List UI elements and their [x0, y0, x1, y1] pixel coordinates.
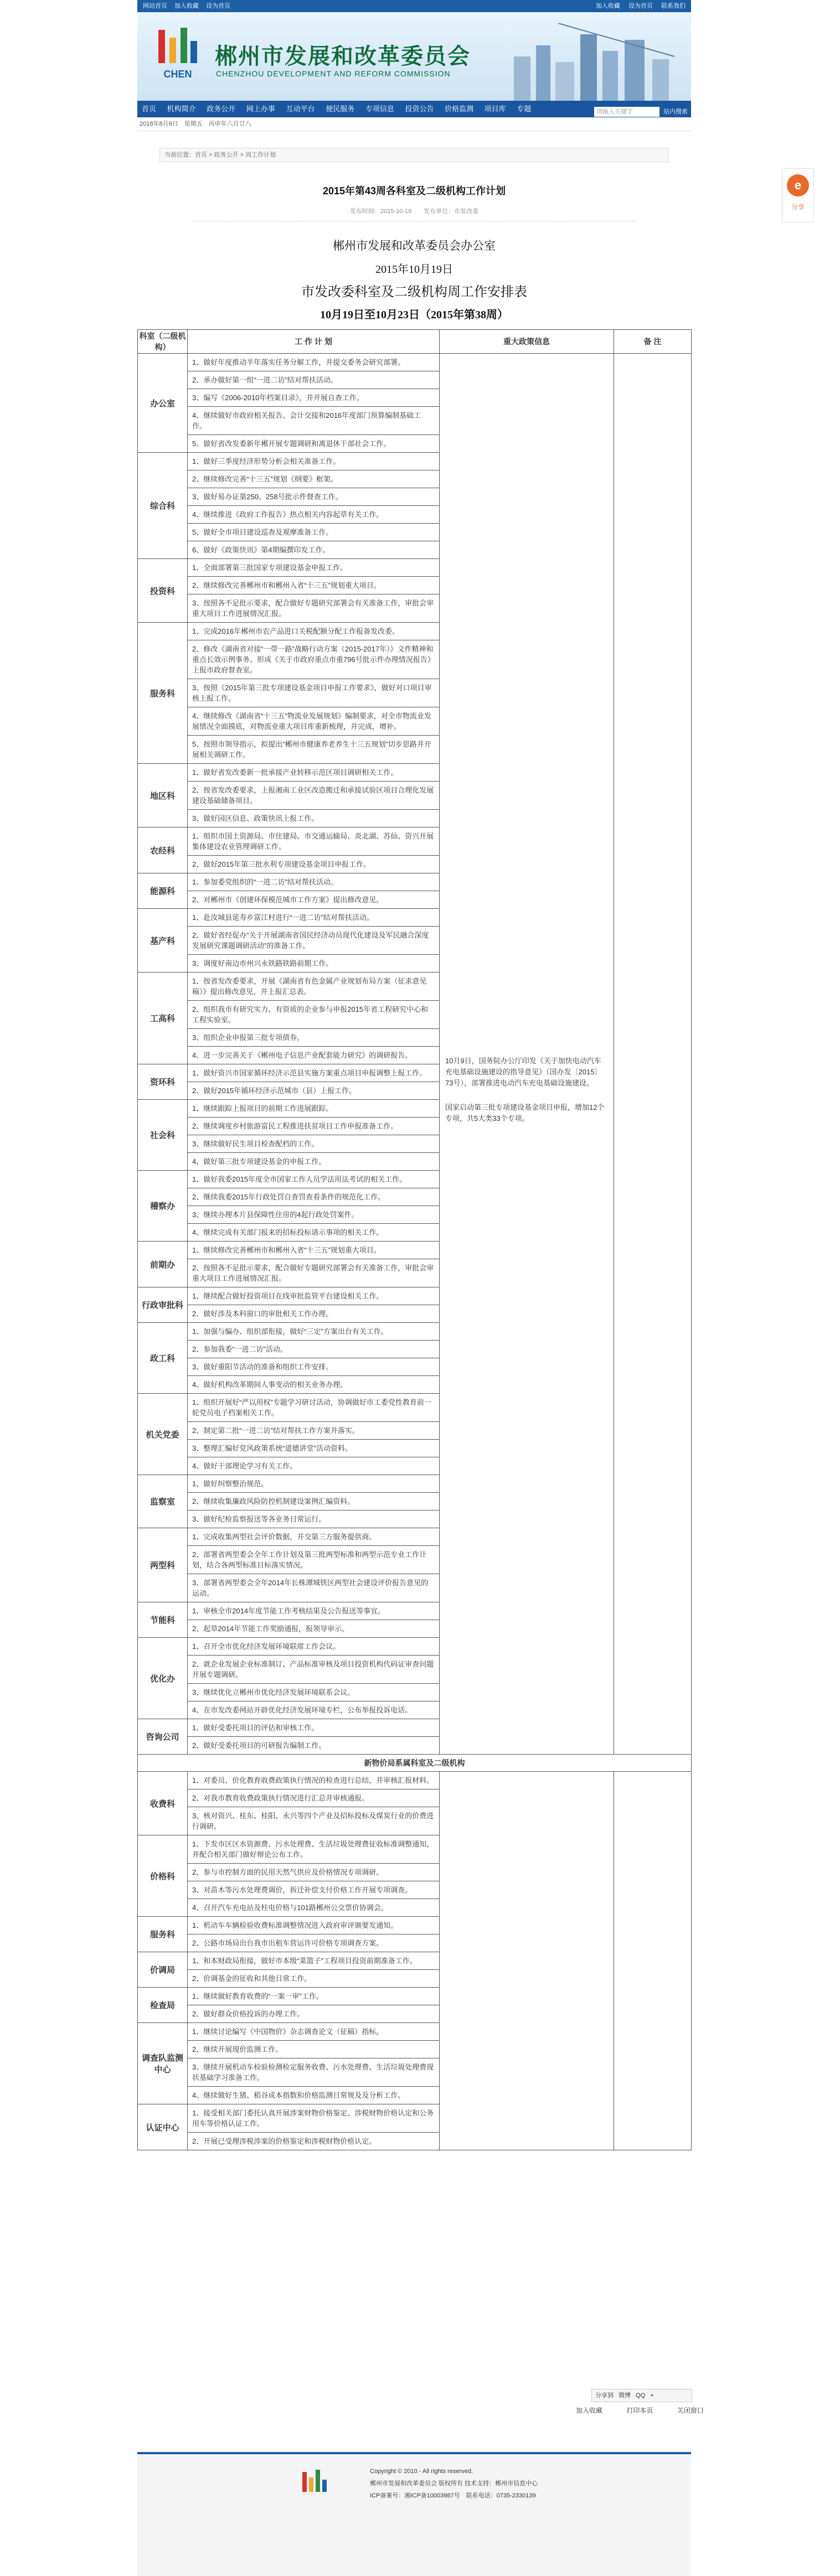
tool-print[interactable]: 打印本页 — [626, 2407, 653, 2414]
task-cell: 1、审核全市2014年度节能工作考核结果及公告报送等事宜。 — [188, 1602, 440, 1620]
share-weibo[interactable]: 微博 — [619, 2392, 631, 2399]
dept-cell: 投资科 — [138, 559, 188, 623]
task-cell: 2、继续我委2015年行政处罚自查罚查看条件的规范化工作。 — [188, 1188, 440, 1206]
nav-investment[interactable]: 投资公告 — [405, 105, 434, 113]
site-subtitle: CHENZHOU DEVELOPMENT AND REFORM COMMISSION — [216, 69, 451, 78]
table-body-subsection — [138, 1755, 692, 2150]
task-cell: 2、组织我市有研究实力、有资质的企业参与申报2015年省工程研究中心和工程实验室。 — [188, 1001, 440, 1029]
footer-copyright: Copyright © 2010 - All rights reserved. — [370, 2468, 473, 2475]
breadcrumb: 当前位置：首页 > 政务公开 > 周工作计划 — [159, 148, 669, 162]
subsection-row — [138, 1755, 692, 1772]
task-cell: 5、按照市领导指示，拟提出“郴州市健康养老养生十三五规划”切步思路并开展相关调研工作。 — [188, 736, 440, 764]
task-cell: 1、和本财政局衔接，做好市本级“菜篮子”工程项目投资前期准备工作。 — [188, 1952, 440, 1970]
subsection-title: 新物价局系属科室及二级机构 — [138, 1755, 692, 1772]
dept-cell: 收费科 — [138, 1772, 188, 1835]
task-cell: 1、召开全市优化经济发展环境联席工作会议。 — [188, 1638, 440, 1656]
topbar-right-sethome[interactable]: 设为首页 — [628, 3, 653, 9]
header-plan: 工 作 计 划 — [188, 330, 440, 354]
topbar-link-favorite[interactable]: 加入收藏 — [174, 3, 199, 9]
nav-gov-affairs[interactable]: 政务公开 — [207, 105, 236, 113]
tool-favorite[interactable]: 加入收藏 — [576, 2407, 603, 2414]
nav-interaction[interactable]: 互动平台 — [286, 105, 315, 113]
policy-cell — [440, 1772, 614, 2150]
task-cell: 2、就企业发展企业标准制订、产品标准审核及项目投资机构代码证审查问题开展专题调研。 — [188, 1656, 440, 1684]
task-cell: 1、继续讨论编写《中国物价》杂志调查论文（征稿）指标。 — [188, 2023, 440, 2041]
task-cell: 4、在市发改委网站开辟优化经济发展环境专栏，公布举报投诉电话。 — [188, 1701, 440, 1719]
note-cell — [614, 354, 692, 1755]
dept-cell: 服务科 — [138, 623, 188, 764]
city-skyline-graphic — [492, 23, 691, 101]
task-cell: 3、组织企业申报第三批专项债券。 — [188, 1029, 440, 1047]
task-cell: 3、继续做好民生项目检查配档的工作。 — [188, 1135, 440, 1153]
task-cell: 3、整理汇编好党风政策系统“道德讲堂”活动资料。 — [188, 1440, 440, 1457]
task-cell: 4、做好干部理论学习有关工作。 — [188, 1457, 440, 1475]
task-cell: 3、继续开展机动车检验检测检定服务收费、污水处理费、生活垃圾处理费现状基础学习准备工作。 — [188, 2058, 440, 2087]
footer-owner: 郴州市发展和改革委员会 版权所有 技术支持：郴州市信息中心 — [370, 2480, 538, 2487]
doc-date: 2015年10月19日 — [375, 263, 453, 276]
dept-cell: 前期办 — [138, 1242, 188, 1287]
topbar-link-home[interactable]: 网站首页 — [143, 3, 167, 9]
header-banner — [137, 12, 691, 101]
task-cell: 4、进一步完善关于《郴州电子信息产业配套能力研究》的调研报告。 — [188, 1047, 440, 1064]
share-bar — [591, 2389, 692, 2402]
nav-special-info[interactable]: 专项信息 — [365, 105, 394, 113]
task-cell: 2、做好群众价格投诉的办理工作。 — [188, 2005, 440, 2023]
share-icon[interactable]: e — [787, 174, 809, 196]
task-cell: 2、开展已受理涉税涉案的价格鉴定和涉税财物价格认定。 — [188, 2133, 440, 2150]
doc-period: 10月19日至10月23日（2015年第38周） — [320, 309, 508, 321]
task-cell: 3、按照《2015年第三批专项建设基金项目申报工作要求》，做好对口项目审核上报工作。 — [188, 679, 440, 707]
task-cell: 2、参与市控制方面的民用天然气供应及价格情况专项调研。 — [188, 1864, 440, 1881]
table-header-row — [138, 330, 692, 354]
nav-online-service[interactable]: 网上办事 — [246, 105, 275, 113]
task-cell: 1、继续配合做好投资项目在线审批监管平台建设相关工作。 — [188, 1287, 440, 1305]
task-cell: 2、做好受委托项目的可研报告编制工作。 — [188, 1737, 440, 1755]
task-cell: 1、做好我委2015年度全市国家工作人员学法用法考试的相关工作。 — [188, 1171, 440, 1188]
task-cell: 1、参加委党组织的“一进二访”结对帮扶活动。 — [188, 873, 440, 891]
task-cell: 1、组织开展好“严以用权”专题学习研讨活动，协调做好市工委党性教育前一轮党员电子档案相关工作。 — [188, 1394, 440, 1422]
task-cell: 1、做好资兴市国家循环经济示范县实施方案重点项目申报调整上报工作。 — [188, 1064, 440, 1082]
dept-cell: 能源科 — [138, 873, 188, 909]
dept-cell: 监察室 — [138, 1475, 188, 1528]
task-cell: 2、做好涉及本科窗口的审批相关工作办理。 — [188, 1305, 440, 1323]
task-cell: 2、按省发改委要求，上报湘南工业区改造搬迁和承接试验区项目合理化发展建设基础储备项目。 — [188, 782, 440, 810]
task-cell: 1、继续做好教育收费的“一案一审”工作。 — [188, 1988, 440, 2005]
dept-cell: 办公室 — [138, 354, 188, 453]
task-cell: 3、做好重阳节活动的准备和组织工作安排。 — [188, 1358, 440, 1376]
task-cell: 5、做好全市项目建设巡查及观摩准备工作。 — [188, 524, 440, 541]
task-cell: 2、继续开展现价监测工作。 — [188, 2041, 440, 2058]
task-cell: 1、全面部署第三批国家专项建设基金申报工作。 — [188, 559, 440, 577]
table-row — [138, 354, 692, 371]
task-cell: 3、部署省两型委会全年2014年长株潭城铁区两型社会建设评价报告意见的运动。 — [188, 1574, 440, 1602]
task-cell: 4、做好第三批专项建设基金的申报工作。 — [188, 1153, 440, 1171]
share-more[interactable]: + — [650, 2392, 654, 2399]
task-cell: 1、接受相关部门委托认真开展涉案财物价格鉴定、涉税财物价格认定和公务用车等价格认证工作。 — [188, 2104, 440, 2133]
task-cell: 2、继续调度乡村旅游富民工程推进扶贫项目工作申报准备工作。 — [188, 1118, 440, 1135]
dept-cell: 价调局 — [138, 1952, 188, 1988]
nav-home[interactable]: 首页 — [142, 105, 157, 113]
task-cell: 1、加强与编办、组织部衔接，做好“三定”方案出台有关工作。 — [188, 1323, 440, 1341]
main-nav — [137, 101, 691, 117]
date-bar: 2018年8月6日 星期五 丙申年六月廿八 — [137, 117, 691, 131]
dept-cell: 调查队监测中心 — [138, 2023, 188, 2104]
dept-cell: 优化办 — [138, 1638, 188, 1719]
dept-cell: 基产科 — [138, 909, 188, 973]
task-cell: 3、按照各不足批示要求，配合做好专题研究部署会有关准备工作，审批会审重大项目工作进展情况汇报。 — [188, 594, 440, 623]
footer — [137, 2452, 691, 2576]
dept-cell: 综合科 — [138, 453, 188, 559]
footer-icp: ICP备案号：湘ICP备10003987号 联系电话：0735-2330139 — [370, 2492, 536, 2499]
search-input[interactable]: 请输入关键字 — [594, 107, 659, 117]
task-cell: 3、核对资兴、桂东、桂阳、永兴等四个产业及招标投标及煤炭行业的价费进行调研。 — [188, 1807, 440, 1835]
task-cell: 3、调度好南边市州兴永铁路铁路前期工作。 — [188, 955, 440, 973]
header-dept: 科室（二级机构） — [138, 330, 188, 354]
site-search — [594, 104, 688, 120]
article-title: 2015年第43周各科室及二级机构工作计划 — [322, 185, 506, 196]
dept-cell: 农经科 — [138, 827, 188, 873]
task-cell: 2、承办做好第一组“一进二访”结对帮扶活动。 — [188, 371, 440, 389]
task-cell: 4、继续修改《湖南省“十三五”物流业发展规划》编制要求，对全市物流业发展情况全面摸底，对物流业重大项目库重新梳理，并完成，增补。 — [188, 707, 440, 736]
footer-text — [370, 2465, 538, 2502]
task-cell: 4、继续做好市政府相关报告、会计交接和2016年度部门预算编制基础工作。 — [188, 407, 440, 435]
share-label: 分享到 — [595, 2392, 614, 2399]
task-cell: 1、赴汝城县延寿乡富江村进行“一进二访”结对帮扶活动。 — [188, 909, 440, 927]
task-cell: 4、召开汽车充电站及柱电价格与101路郴州公交票价协调会。 — [188, 1899, 440, 1917]
task-cell: 1、对委员、价化教育收费政策执行情况的检查进行总结，并审核汇报材料。 — [188, 1772, 440, 1789]
task-cell: 1、下发市区区水资源费、污水处理费、生活垃圾处理费征收标准调整通知，并配合相关部门做好辩论公布工作。 — [188, 1835, 440, 1864]
share-widget[interactable] — [782, 168, 814, 223]
dept-cell: 节能科 — [138, 1602, 188, 1638]
article-tools — [554, 2406, 704, 2415]
note-cell — [614, 1772, 692, 2150]
dept-cell: 政工科 — [138, 1323, 188, 1394]
task-cell: 4、做好机构改革期间人事变动的相关业务办理。 — [188, 1376, 440, 1394]
policy-item: 国家启动第三批专项建设基金项目申报，增加12个专项，共5大类33个专项。 — [445, 1103, 605, 1123]
dept-cell: 服务科 — [138, 1917, 188, 1952]
dept-cell: 稽察办 — [138, 1171, 188, 1242]
task-cell: 4、继续推进《政府工作报告》热点相关内容起草有关工作。 — [188, 506, 440, 524]
work-plan-table — [137, 329, 692, 2150]
search-button[interactable]: 站内搜索 — [663, 108, 688, 115]
task-cell: 1、做好受委托项目的评估和审核工作。 — [188, 1719, 440, 1737]
dept-cell: 咨询公司 — [138, 1719, 188, 1755]
share-qq[interactable]: QQ — [636, 2392, 646, 2399]
task-cell: 2、对我市教育收费政策执行情况进行汇总并审核通报。 — [188, 1789, 440, 1807]
tool-close[interactable]: 关闭窗口 — [677, 2407, 704, 2414]
dept-cell: 地区科 — [138, 764, 188, 827]
task-cell: 3、做好纪检监察报送等各业务日常运行。 — [188, 1511, 440, 1528]
header-note: 备 注 — [614, 330, 692, 354]
task-cell: 2、部署省两型委会全年工作计划及第三批两型标准和两型示范专业工作计划，结合各两型标准目标落实情况。 — [188, 1546, 440, 1574]
header-policy: 重大政策信息 — [440, 330, 614, 354]
topbar-right-favorite[interactable]: 加入收藏 — [595, 3, 620, 9]
task-cell: 2、继续收集廉政风险防控机制建设案例汇编资料。 — [188, 1493, 440, 1511]
dept-cell: 机关党委 — [138, 1394, 188, 1475]
dept-cell: 资环科 — [138, 1064, 188, 1100]
task-cell: 1、完成2016年郴州市农产品进口关税配额分配工作报备发改委。 — [188, 623, 440, 640]
task-cell: 2、对郴州市《创建环保模范城市工作方案》提出修改意见。 — [188, 891, 440, 909]
task-cell: 3、编写《2006-2010年档案目录》，并开展自查工作。 — [188, 389, 440, 407]
table-body-main — [138, 354, 692, 1755]
task-cell: 2、价调基金的征收和其他日常工作。 — [188, 1970, 440, 1988]
task-cell: 1、机动车车辆检验收费标准调整情况进入政府审评颁要发通知。 — [188, 1917, 440, 1934]
nav-project-db[interactable]: 项目库 — [484, 105, 506, 113]
nav-price[interactable]: 价格监测 — [445, 105, 474, 113]
share-widget-label: 分享 — [791, 203, 805, 211]
task-cell: 1、做好纠察整治规范。 — [188, 1475, 440, 1493]
dept-cell: 工高科 — [138, 973, 188, 1064]
task-cell: 3、对苗木等污水处理费调价，拆迁补偿支付价格工作开展专项调查。 — [188, 1881, 440, 1899]
nav-public-service[interactable]: 便民服务 — [326, 105, 355, 113]
task-cell: 2、继续修改完善郴州市和郴州入省“十三五”规划重大项目。 — [188, 577, 440, 594]
dept-cell: 行政审批科 — [138, 1287, 188, 1323]
task-cell: 4、继续完成有关部门报来的招标投标请示事项的相关工作。 — [188, 1224, 440, 1242]
task-cell: 3、继续优化立郴州市优化经济发展环境联系会议。 — [188, 1684, 440, 1701]
task-cell: 2、起草2014年节能工作奖励通报，报领导审示。 — [188, 1620, 440, 1638]
task-cell: 1、做好三季度经济形势分析会相关准备工作。 — [188, 453, 440, 470]
dept-cell: 社会科 — [138, 1100, 188, 1171]
task-cell: 2、继续修改完善“十三五”规划《纲要》框架。 — [188, 470, 440, 488]
dept-cell: 两型科 — [138, 1528, 188, 1602]
logo-text: CHEN — [163, 69, 192, 80]
topbar-link-sethome[interactable]: 设为首页 — [206, 3, 231, 9]
task-cell: 2、做好2015年第三批水利专项建设基金项目申报工作。 — [188, 856, 440, 873]
task-cell: 1、组织市国土资源局、市住建局、市交通运输局、炎北湖、苏仙、资兴开展集体建设农业管理调研工作。 — [188, 827, 440, 856]
dept-cell: 检查局 — [138, 1988, 188, 2023]
dept-cell: 认证中心 — [138, 2104, 188, 2150]
doc-heading: 市发改委科室及二级机构周工作安排表 — [301, 285, 527, 299]
article-meta: 发布时间：2015-10-19 发布单位：市发改委 — [193, 206, 636, 221]
task-cell: 6、做好《政策快讯》第4期编撰印发工作。 — [188, 541, 440, 559]
task-cell: 4、继续做好生猪、稻谷成本指数和价格监测日常规及及分析工作。 — [188, 2087, 440, 2104]
top-bar — [137, 0, 691, 12]
task-cell: 1、做好年度推动半年落实任务分解工作，并提交委务会研究部署。 — [188, 354, 440, 371]
doc-issuer: 郴州市发展和改革委员会办公室 — [333, 239, 496, 252]
task-cell: 2、参加我委“一进二访”活动。 — [188, 1341, 440, 1358]
task-cell: 3、做好易办证第250、258号批示件督查工作。 — [188, 488, 440, 506]
task-cell: 2、做好2015年循环经济示范城市（县）上报工作。 — [188, 1082, 440, 1100]
task-cell: 2、公路市场局出台我市出租车营运许可价格专项调查方案。 — [188, 1934, 440, 1952]
task-cell: 2、做好省经促办“关于开展湖南省国民经济动员现代化建设及军民融合深度发展研究课题调研活动”的准备工作。 — [188, 927, 440, 955]
task-cell: 3、继续办理本片县保障性住房的4起行政处罚案件。 — [188, 1206, 440, 1224]
task-cell: 2、按照各不足批示要求，配合做好专题研究部署会有关准备工作，审批会审重大项目工作进展情况汇报。 — [188, 1259, 440, 1287]
topbar-right-contact[interactable]: 联系我们 — [661, 3, 686, 9]
site-logo[interactable] — [153, 24, 203, 85]
task-cell: 5、做好省改发委新年郴开展专题调研和离退休干部社会工作。 — [188, 435, 440, 453]
task-cell: 3、做好园区信息、政策快讯上报工作。 — [188, 810, 440, 827]
task-cell: 1、完成收集两型社会评价数据，并交第三方服务提供商。 — [188, 1528, 440, 1546]
policy-cell — [440, 354, 614, 1755]
nav-about[interactable]: 机构简介 — [167, 105, 196, 113]
task-cell: 1、按省发改委要求，开展《湖南省有色金属产业规划布局方案（征求意见稿）》提出修改意见，并上报汇总表。 — [188, 973, 440, 1001]
task-cell: 2、制定第二批“一进二访”结对帮扶工作方案并落实。 — [188, 1422, 440, 1440]
site-title: 郴州市发展和改革委员会 — [215, 44, 471, 69]
task-cell: 1、做好省发改委新一批承接产业转移示范区项目调研相关工作。 — [188, 764, 440, 782]
table-row — [138, 1772, 692, 1789]
task-cell: 1、继续修改完善郴州市和郴州入省“十三五”规划重大项目。 — [188, 1242, 440, 1259]
footer-logo — [299, 2469, 331, 2502]
task-cell: 2、修改《湖南省对接“一带一路”战略行动方案（2015-2017年）》文件精神和重点长效示例事务。形成《关于市政府重点市重796号批示件办理情况报告》上报市政府督查室。 — [188, 640, 440, 679]
dept-cell: 价格科 — [138, 1835, 188, 1917]
nav-topics[interactable]: 专题 — [517, 105, 532, 113]
task-cell: 1、继续跟踪上报项目的前期工作进展跟踪。 — [188, 1100, 440, 1118]
policy-item: 10月9日，国务院办公厅印发《关于加快电动汽车充电基础设施建设的指导意见》（国办发〔2015〕73号），部署推进电动汽车充电基础设施建设。 — [445, 1057, 602, 1087]
